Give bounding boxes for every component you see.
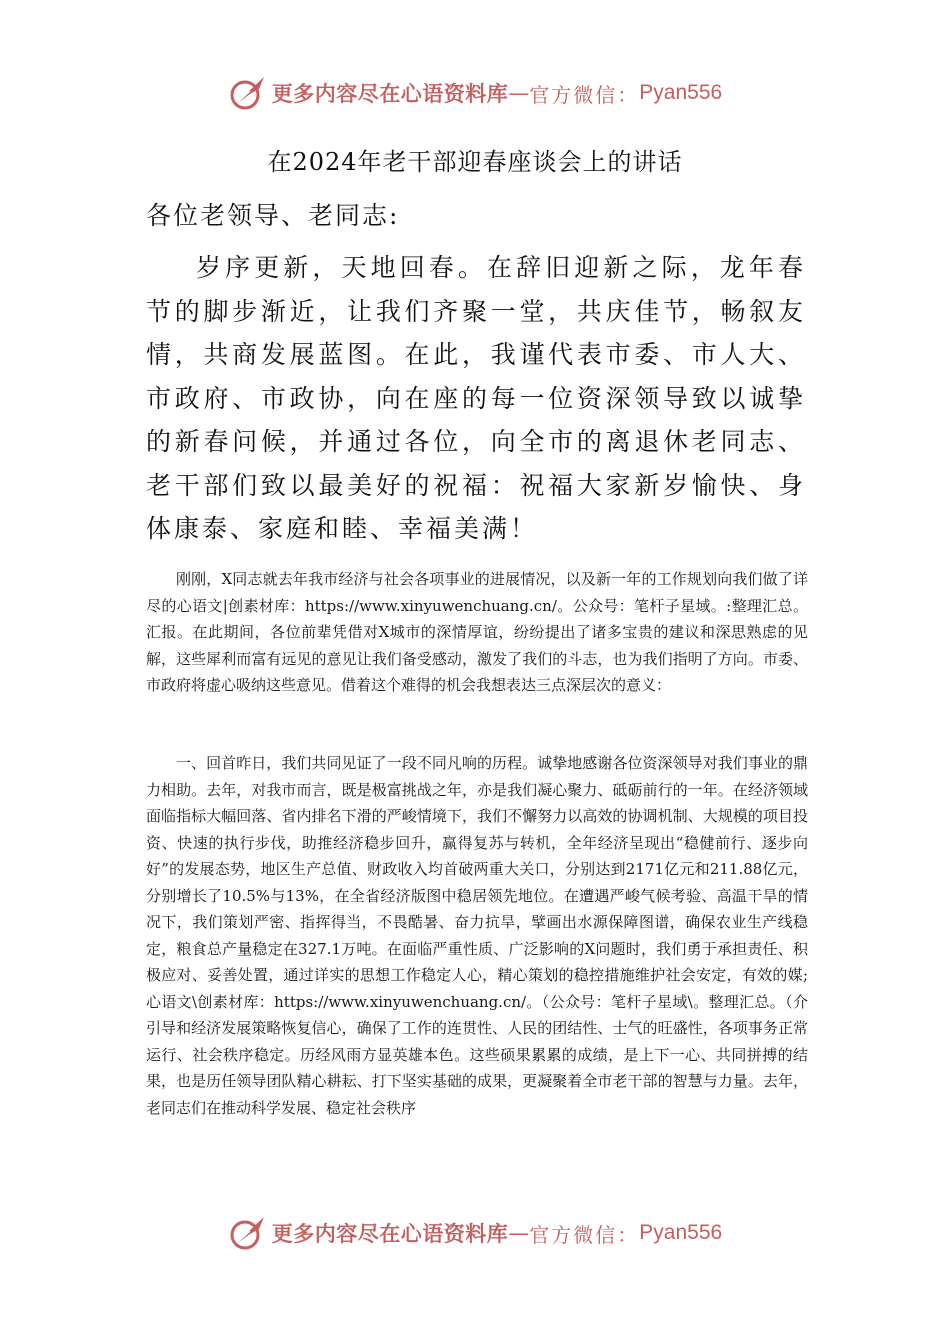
header-banner	[0, 68, 950, 118]
intro-paragraph: 岁序更新，天地回春。在辞旧迎新之际，龙年春节的脚步渐近，让我们齐聚一堂，共庆佳节，畅叙友情，共商发展蓝图。在此，我谨代表市委、市人大、市政府、市政协，向在座的每一位资深领导致以诚挚的新春问候，并通过各位，向全市的离退休老同志、老干部们致以最美好的祝福：祝福大家新岁愉快、身体康泰、家庭和睦、幸福美满！	[146, 253, 806, 543]
body-paragraph-2: 一、回首昨日，我们共同见证了一段不同凡响的历程。诚挚地感谢各位资深领导对我们事业的鼎力相助。去年，对我市而言，既是极富挑战之年，亦是我们凝心聚力、砥砺前行的一年。在经济领域面临指标大幅回落、省内排名下滑的严峻情境下，我们不懈努力以高效的协调机制、大规模的项目投资、快速的执行步伐，助推经济稳步回升，赢得复苏与转机，全年经济呈现出“稳健前行、逐步向好”的发展态势，地区生产总值、财政收入均首破两重大关口，分别达到2171亿元和211.88亿元，分别增长了10.5%与13%，在全省经济版图中稳居领先地位。在遭遇严峻气候考验、高温干旱的情况下，我们策划严密、指挥得当，不畏酷暑、奋力抗旱，擘画出水源保障图谱，确保农业生产线稳定，粮食总产量稳定在327.1万吨。在面临严重性质、广泛影响的X问题时，我们勇于承担责任、积极应对、妥善处置，通过详实的思想工作稳定人心，精心策划的稳控措施维护社会安定，有效的媒;心语文\创素材库：https://www.xinyuwenchuang.cn/。（公众号：笔杆子星域\。整理汇总。（介引导和经济发展策略恢复信心，确保了工作的连贯性、人民的团结性、士气的旺盛性，各项事务正常运行、社会秩序稳定。历经风雨方显英雄本色。这些硕果累累的成绩，是上下一心、共同拼搏的结果，也是历任领导团队精心耕耘、打下坚实基础的成果，更凝聚着全市老干部的智慧与力量。去年，老同志们在推动科学发展、稳定社会秩序	[146, 754, 808, 1117]
banner-slogan: 更多内容尽在心语资料库	[271, 82, 509, 106]
banner-dash: —	[508, 1221, 530, 1245]
quill-pen-icon	[228, 73, 268, 113]
document-title: 在2024年老干部迎春座谈会上的讲话	[267, 148, 683, 176]
footer-banner	[0, 1208, 950, 1258]
quill-pen-icon	[228, 1213, 268, 1253]
banner-account-label: 官方微信：	[529, 82, 640, 107]
salutation: 各位老领导、老同志:	[146, 201, 400, 230]
banner-slogan: 更多内容尽在心语资料库	[271, 1222, 509, 1246]
banner-account-id: Pyan556	[639, 81, 723, 104]
banner-account-id: Pyan556	[639, 1221, 723, 1244]
body-paragraph-1: 刚刚，X同志就去年我市经济与社会各项事业的进展情况，以及新一年的工作规划向我们做了详尽的心语文|创素材库：https://www.xinyuwenchuang.cn/。公众号：笔杆子星域。:整理汇总。汇报。在此期间，各位前辈凭借对X城市的深情厚谊，纷纷提出了诸多宝贵的建议和深思熟虑的见解，这些犀利而富有远见的意见让我们备受感动，激发了我们的斗志，也为我们指明了方向。市委、市政府将虚心吸纳这些意见。借着这个难得的机会我想表达三点深层次的意义：	[146, 570, 808, 694]
banner-dash: —	[508, 81, 530, 105]
banner-account-label: 官方微信：	[529, 1222, 640, 1247]
